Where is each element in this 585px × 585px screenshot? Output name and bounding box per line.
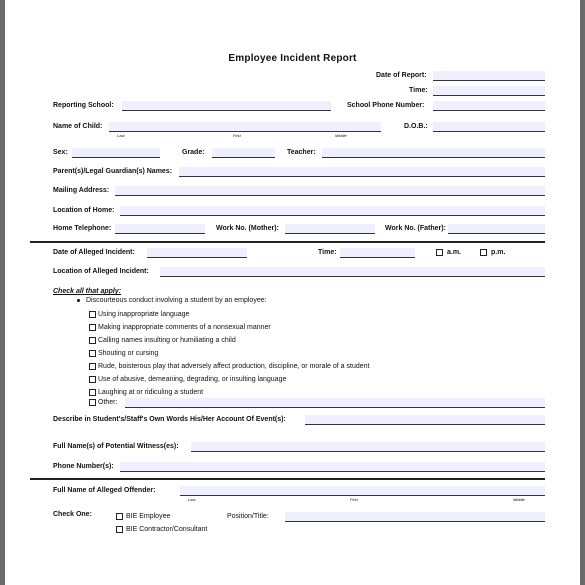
other-field[interactable] bbox=[125, 398, 545, 408]
name-of-child-label: Name of Child: bbox=[53, 123, 103, 130]
witness-field[interactable] bbox=[191, 442, 545, 452]
bie-contractor-label: BIE Contractor/Consultant bbox=[126, 526, 208, 533]
form-title: Employee Incident Report bbox=[228, 53, 357, 64]
bie-employee-checkbox[interactable] bbox=[116, 513, 123, 520]
pm-label: p.m. bbox=[491, 249, 506, 256]
location-home-field[interactable] bbox=[120, 206, 545, 216]
option-label: Rude, boisterous play that adversely affect production, discipline, or morale of a student bbox=[98, 363, 370, 370]
work-mother-field[interactable] bbox=[285, 224, 375, 234]
witness-label: Full Name(s) of Potential Witness(es): bbox=[53, 443, 179, 450]
option-label: Using inappropriate language bbox=[98, 311, 190, 318]
sex-label: Sex: bbox=[53, 149, 68, 156]
bie-employee-label: BIE Employee bbox=[126, 513, 171, 520]
location-alleged-label: Location of Alleged Incident: bbox=[53, 268, 149, 275]
option-label: Making inappropriate comments of a nonsexual manner bbox=[98, 324, 271, 331]
work-father-label: Work No. (Father): bbox=[385, 225, 446, 232]
option-checkbox[interactable] bbox=[89, 399, 96, 406]
option-checkbox[interactable] bbox=[89, 324, 96, 331]
offender-field[interactable] bbox=[180, 486, 545, 496]
pm-checkbox[interactable] bbox=[480, 249, 487, 256]
date-of-report-field[interactable] bbox=[433, 71, 545, 81]
describe-field[interactable] bbox=[305, 415, 545, 425]
form-page bbox=[5, 0, 580, 585]
home-phone-label: Home Telephone: bbox=[53, 225, 112, 232]
option-label: Use of abusive, demeaning, degrading, or insulting language bbox=[98, 376, 287, 383]
date-alleged-field[interactable] bbox=[147, 248, 247, 258]
dob-field[interactable] bbox=[433, 122, 545, 132]
guardian-label: Parent(s)/Legal Guardian(s) Names: bbox=[53, 168, 173, 175]
phone-numbers-field[interactable] bbox=[120, 462, 545, 472]
location-alleged-field[interactable] bbox=[160, 267, 545, 277]
dob-label: D.O.B.: bbox=[404, 123, 428, 130]
option-checkbox[interactable] bbox=[89, 363, 96, 370]
option-checkbox[interactable] bbox=[89, 350, 96, 357]
teacher-label: Teacher: bbox=[287, 149, 316, 156]
mailing-field[interactable] bbox=[115, 186, 545, 196]
am-label: a.m. bbox=[447, 249, 462, 256]
sub-middle: Middle bbox=[335, 133, 347, 138]
time2-label: Time: bbox=[318, 249, 337, 256]
option-label: Laughing at or ridiculing a student bbox=[98, 389, 204, 396]
describe-label: Describe in Student's/Staff's Own Words His/Her Account Of Event(s): bbox=[53, 416, 286, 423]
option-checkbox[interactable] bbox=[89, 376, 96, 383]
check-all-label: Check all that apply: bbox=[53, 288, 122, 295]
bie-contractor-checkbox[interactable] bbox=[116, 526, 123, 533]
mailing-label: Mailing Address: bbox=[53, 187, 110, 194]
check-one-label: Check One: bbox=[53, 511, 92, 518]
section-divider-1 bbox=[30, 241, 545, 243]
discourteous-label: Discourteous conduct involving a student by an employee: bbox=[86, 297, 267, 304]
work-father-field[interactable] bbox=[448, 224, 545, 234]
bullet-icon bbox=[77, 299, 80, 302]
phone-numbers-label: Phone Number(s): bbox=[53, 463, 114, 470]
grade-label: Grade: bbox=[182, 149, 205, 156]
sub-middle: Middle bbox=[513, 497, 525, 502]
sub-first: First bbox=[233, 133, 241, 138]
option-checkbox[interactable] bbox=[89, 389, 96, 396]
position-title-label: Position/Title: bbox=[227, 513, 269, 520]
reporting-school-field[interactable] bbox=[122, 101, 331, 111]
option-checkbox[interactable] bbox=[89, 311, 96, 318]
time-label: Time: bbox=[409, 87, 428, 94]
section-divider-2 bbox=[30, 478, 545, 480]
grade-field[interactable] bbox=[212, 148, 275, 158]
date-alleged-label: Date of Alleged Incident: bbox=[53, 249, 135, 256]
teacher-field[interactable] bbox=[322, 148, 545, 158]
home-phone-field[interactable] bbox=[115, 224, 205, 234]
location-home-label: Location of Home: bbox=[53, 207, 115, 214]
position-title-field[interactable] bbox=[285, 512, 545, 522]
name-of-child-field[interactable] bbox=[109, 122, 381, 132]
option-label: Calling names insulting or humiliating a child bbox=[98, 337, 236, 344]
option-label: Shouting or cursing bbox=[98, 350, 159, 357]
time-field[interactable] bbox=[433, 86, 545, 96]
am-checkbox[interactable] bbox=[436, 249, 443, 256]
reporting-school-label: Reporting School: bbox=[53, 102, 114, 109]
work-mother-label: Work No. (Mother): bbox=[216, 225, 279, 232]
date-of-report-label: Date of Report: bbox=[376, 72, 427, 79]
sex-field[interactable] bbox=[72, 148, 160, 158]
school-phone-label: School Phone Number: bbox=[347, 102, 425, 109]
sub-last: Last bbox=[117, 133, 125, 138]
option-label: Other: bbox=[98, 399, 118, 406]
option-checkbox[interactable] bbox=[89, 337, 96, 344]
guardian-field[interactable] bbox=[179, 167, 545, 177]
offender-label: Full Name of Alleged Offender: bbox=[53, 487, 156, 494]
time2-field[interactable] bbox=[340, 248, 415, 258]
sub-first: First bbox=[350, 497, 358, 502]
sub-last: Last bbox=[188, 497, 196, 502]
school-phone-field[interactable] bbox=[433, 101, 545, 111]
